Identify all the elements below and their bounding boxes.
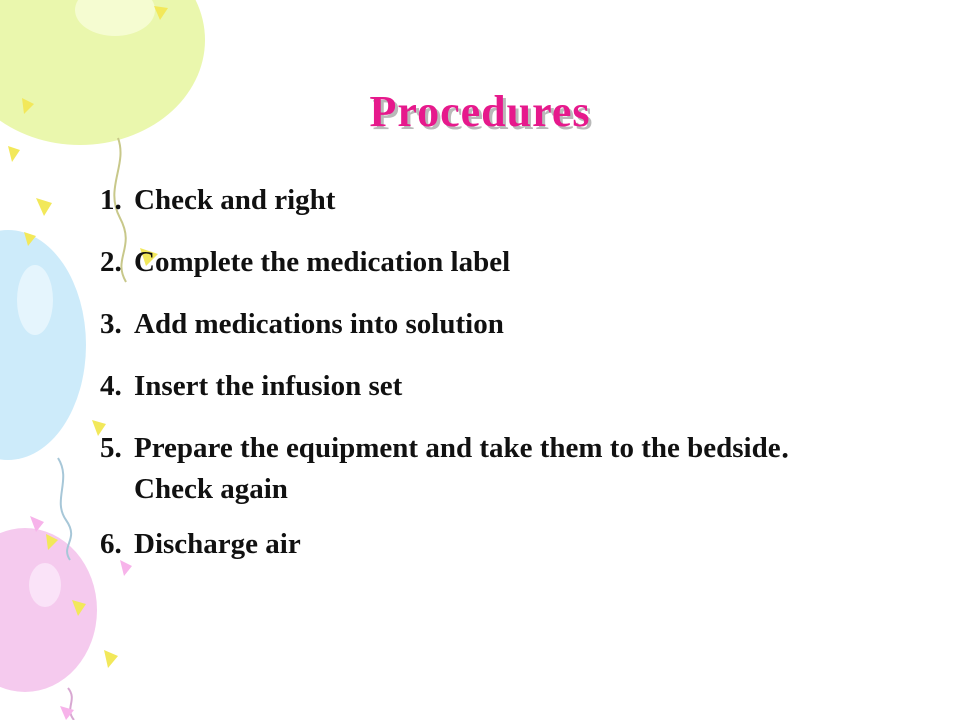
step-number: 1.: [100, 184, 122, 216]
procedure-step: [100, 428, 854, 510]
pink-balloon-shape: [0, 528, 97, 692]
step-number: 5.: [100, 432, 122, 464]
procedure-step: [100, 366, 854, 407]
step-text: Prepare the equipment and take them to the bedside．Check again: [134, 432, 810, 505]
step-text: Add medications into solution: [134, 308, 504, 340]
step-text: Complete the medication label: [134, 246, 511, 278]
procedure-steps-list: [100, 180, 854, 586]
slide-title: Procedures: [369, 87, 591, 136]
procedure-step: [100, 524, 854, 565]
step-text: Check and right: [134, 184, 336, 216]
step-number: 4.: [100, 370, 122, 402]
step-text: Insert the infusion set: [134, 370, 403, 402]
step-text: Discharge air: [134, 528, 301, 560]
step-number: 3.: [100, 308, 122, 340]
step-number: 6.: [100, 528, 122, 560]
step-number: 2.: [100, 246, 122, 278]
procedure-step: [100, 180, 854, 221]
procedure-step: [100, 242, 854, 283]
blue-balloon-shape: [0, 230, 86, 460]
procedure-step: [100, 304, 854, 345]
